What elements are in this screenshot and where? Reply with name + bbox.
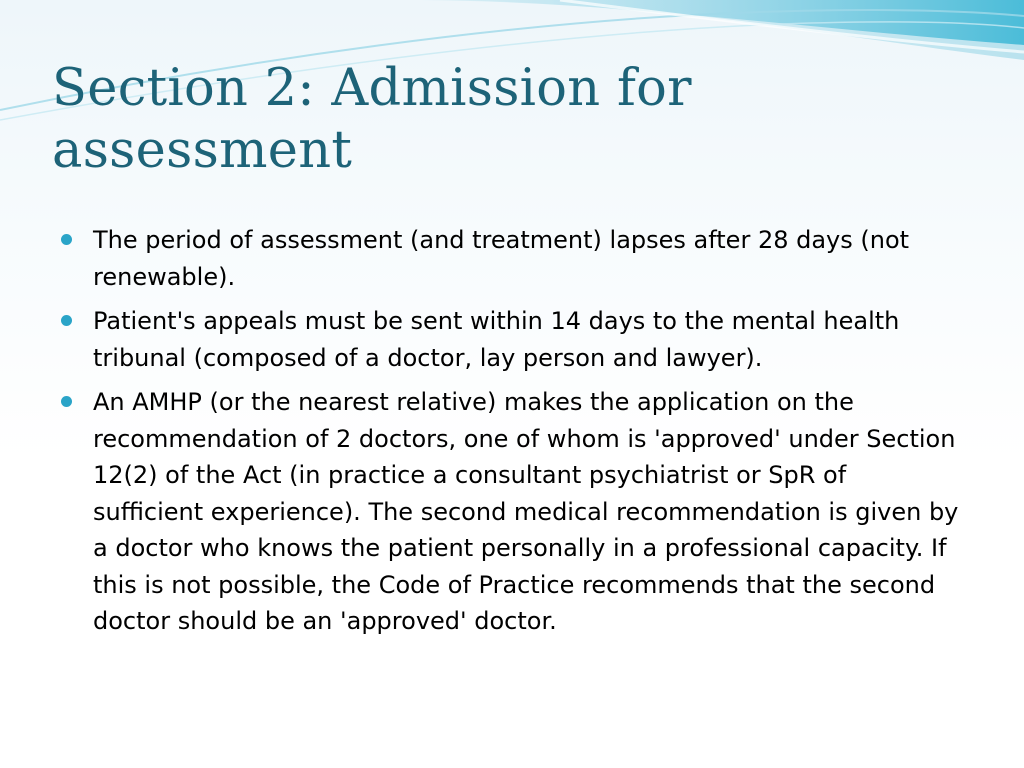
bullet-item (60, 222, 960, 295)
bullet-item (60, 303, 960, 376)
bullet-dot-icon (61, 315, 72, 326)
bullet-list (60, 222, 960, 648)
slide-title: Section 2: Admission for assessment (52, 59, 692, 180)
bullet-dot-icon (61, 234, 72, 245)
bullet-text: Patient's appeals must be sent within 14 days to the mental health tribunal (composed of a doctor, lay person and lawyer). (93, 307, 900, 372)
bullet-text: An AMHP (or the nearest relative) makes the application on the recommendation of 2 doctors, one of whom is 'approved' under Section 12(2) of the Act (in practice a consultant psychiatrist or SpR of sufficient experience). The second medical recommendation is given by a doctor who knows the patient personally in a professional capacity. If this is not possible, the Code of Practice recommends that the second doctor should be an 'approved' doctor. (93, 388, 959, 635)
bullet-text: The period of assessment (and treatment) lapses after 28 days (not renewable). (93, 226, 910, 291)
bullet-item (60, 384, 960, 640)
bullet-dot-icon (61, 396, 72, 407)
